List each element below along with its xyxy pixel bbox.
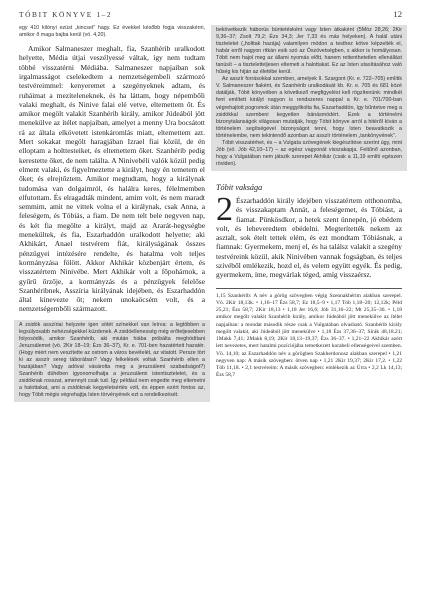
right-commentary-box: [211, 25, 407, 171]
main-text-paragraph: Amikor Salmaneszer meghalt, fia, Szanhérib uralkodott helyette, Média útjai veszélyessé váltak, így nem tudtam többé visszatérni Médiába. Salmaneszer napjaiban sok irgalmasságot cselekedtem a nemzetségembeli szármozó testvéreimmel: kenyeremet a szegényeknek adtam, és ruháimat a mezíteleneknek, és ha láttam, hogy népembőli valaki meghalt, és Ninive falai elé vetve, eltemettem őt. És amikor megölt valakit Szanhérib király, amikor Júdeából jött menekülve az ítélet napjaiban, amelyet a menny Ura bocsátott rá az általa elkövetett istenkáromlás miatt, eltemettem azt. Mert sokakat megölt haragjában Izrael fiai közül, de én elloptam a holttesteiket, és eltemettem őket. Szanhérib pedig kerestette őket, de nem találta. A Ninivebéli valók közül pedig elment valaki, és figyelmeztette a királyt, hogy én temetem el őket; és elrejtőztem. Amikor megtudtam, hogy a királynak tudomása van dolgaimról, és halálra keres, félelmemben elfutottam. És elragadták mindent, amim volt, és nem maradt semmim, amit ne vittek volna el a királynak, csak Anna, a feleségem, és Tóbiás, a fiam. De nem telt bele negyven nap, és két fia megölte a királyt, majd az Ararát-hegységbe menekültek, és fia, Eszarhaddón uralkodott helyette; aki Akhikárt, Anael testvérem fiát, királyságának összes pénzügyei intézésére rendelte, és hatalma volt teljes kormányzása fölött. Akkor Akhikár közbenjárt értem, és visszatértem Ninivébe. Mert Akhikár volt a főpohárnok, a gyűrű őrzője, a kormányzás és a pénzügyek felelőse Szanhéribnek, Asszíria királyának idejében, és Eszarhaddón által kinevezte őt; nekem unokaöcsém volt, és a nemzetségembőli származott.: [19, 44, 205, 314]
section-paragraph: [216, 196, 402, 280]
chapter-drop-cap: 2: [216, 195, 233, 228]
section-text: Észarhaddón király idejében visszatértem otthonomba, és visszakaptam Annát, a feleségemet, és Tóbiást, a fiamat. Pünkösdkor, a hetek szent ünnepén, jó ebédem volt, és leheveredtem ebédelni. Megterítették nekem az asztalt, sok ételt tettek elém, és ezt mondtam Tóbiásnak, a fiamnak: Gyermekem, menj el, és ha találsz valakit a szegény testvéreink közül, akik Ninivében vannak fogságban, és teljes szívéből emlékezik, hozd el, és velem együtt egyék. És pedig, gyermekem, íme, megvárlak téged, amíg visszaérsz.: [216, 195, 402, 280]
section-heading: Tóbit vaksága: [216, 182, 263, 192]
page-number: 12: [393, 9, 402, 19]
footnote-divider: [216, 288, 402, 289]
right-column: [216, 25, 402, 380]
right-intro-paragraph: bekövetkezik háborús büntetésként vagy Isten átkaként (5Móz 28,26; 2Kir 9,36–37; Zsolt 79,2; Ézs 34,3; Jer 7,33 és más helyeken). A halál utáni tiszteletet („holttak hazája) valamilyen módon a testhez kötve képzelték el, habár erről nagyon ritkán esik szó az Ószövetségben, s akkor is homályosan. Tóbit nem hajol meg az állami nyomás előtt, hanem rettenthetetlen ellenállást tanúsít – a tiszteletteljesen eltemeti a halottakat. Ez az Isten utasításához való hűség kis híján az életébe kerül.: [216, 27, 402, 76]
commentary-box: [14, 320, 210, 403]
right-intro-paragraph-2: Az asszír forrásokkal szemben, amelyek II. Szargont (Kr. e. 722–705) említik V. Salmaneszer fiaként, és Szanhérib uralkodását kb. Kr. e. 705 és 681 közé datálják, Tóbit könyvében a következő megfigyelést kell rögzítenünk: mindkét fent említett királyt nagyon is rendszeres nappal a Kr. e. 701/700-ban végrehajtott pogromok útán meggyilkolta fia, Eszarhaddón, így bűntetve meg a zsidókkal szembeni kegyetlen bánásmódért. Ezek a történelmi bizonytalanságok világosan mutatják, hogy Tóbit könyve arról a hitéről kíván a történelem segítségével bizonyságot tenni, hogy Isten beavatkozik a történelembe, nem tekintendő azonban az asszír történelem „tankönyvének”.: [216, 76, 402, 139]
commentary-text: A zsidók asszíriai helyzete igen sötét színekkel van leírva: a legtöbben a legsúlyosabb nehézségekkel küzdenek. A zsidóellenesség még erőteljesebben folyosódik, amikor Szanhérib, aki miután hiába próbálta meghódítani Jeruzsálemet (vö. 2Kir 18–19; Ézs 36–37), Kr. e. 701-ben hazatérteit hazatér. (Hogy miért nem veszítette az ostrom a város bevételét, az vitatott. Persze tört ki az asszír sereg táborában? Vagy felkelések voltak Szanhérib ellen a hazájában? Vagy adóval vásárolta meg a jeruzsálemi szabadságot?) Szanhérib dühében igyonomolhatja a jeruzsálemi istentiszteletet, és a zsidóknak rosszat, amennyit csak tud. Így például nem engedte meg eltemetni a halottakat, ami a zsidóknak kegyeletsértés volt, és éppen ezért fontos az, hogy Tóbit mégis végrehajtja Isten törvényének ezt a rendelkezését.: [19, 321, 205, 399]
footnotes: 1,15 Szanhérib: A név a görög szövegben végig Szennakhérim alakban szerepel. Vö. 2Kir 18,13k. • 1,16–17 Ézs 58,7; Ez 18,5–9 • 1,17 Tób 1,18–20; 12,12k; Péld 25,21; Ézs 58,7; 2Kir 18,13 • 1,18 Jer 16,6; Jób 31,16–22; Mt 25,35–36. • 1,18 amikor megölt valakit Szanhérib király, amikor Júdeából jött menekülve az ítélet napjaiban: a mondat második része csak a Vulgatában olvasható. Szanhérib király megölt valakit, aki Júdeából jött menekülve • 1,18 Ézs 37,36–37; Sírák 48,18.21; 1Makk 7,41; 2Makk 8,19; 2Kir 18,13–19,37; Ézs 36–37. • 1,21–22 Akhikár azért lett nevezetes, mert hatalmi pozíciójába temetkezett korabeli ellenségeivel szemben. Vö. 14,10; az Eszarhaddón név a görögben Szakherdonosz alakban szerepel • 1,21 negyven nap: A másik szövegben: ötven nap • 1,21 2Kir 19,37; 2Kir 17,2. • 1,22 Tób 11,18. • 2,1 testvéreim: A másik szövegben: emlékezik az Úrra • 2,2 Lk 14,13; Ézs 58,7: [216, 292, 402, 379]
left-intro-paragraph: egy 410 kilónyi ezüst „kincset” hagy. Ez évekkel később fogja visszakérni, amikor ő maga bajba kerül (vö. 4,20).: [19, 25, 205, 39]
right-intro-paragraph-3: Tóbit visszatérhet, és – a Vulgata szövegének kiegészítése szerint úgy, mint Jób (vö. Jób 42,10–17) – az egész vagyonát visszakapja. Feltűnő azonban, hogy a Vulgatában nem játszik szerepet Akhikár (csak a 11,19 említi egészen röviden).: [216, 139, 402, 167]
running-header-title: TÓBIT KÖNYVE 1–2: [19, 10, 113, 19]
left-column: [19, 25, 205, 402]
